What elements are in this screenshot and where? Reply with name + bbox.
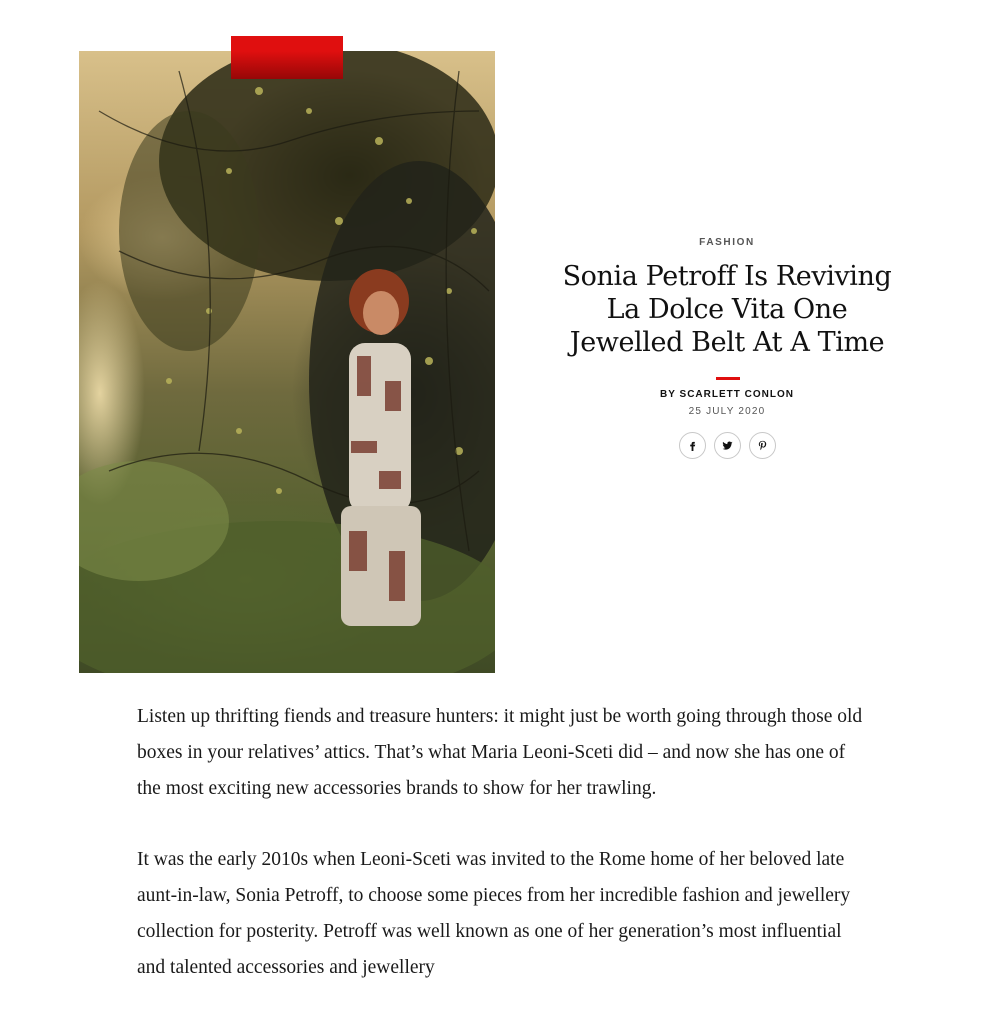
category-label[interactable]: FASHION [699, 237, 755, 248]
pinterest-icon [757, 440, 768, 451]
red-tab-shade [231, 51, 343, 79]
facebook-icon [687, 440, 698, 451]
section-red-tab [231, 36, 343, 79]
share-pinterest-button[interactable] [749, 432, 776, 459]
share-twitter-button[interactable] [714, 432, 741, 459]
hero-image [79, 51, 495, 673]
share-facebook-button[interactable] [679, 432, 706, 459]
hero-photo-foliage [79, 51, 495, 673]
article-title: Sonia Petroff Is Reviving La Dolce Vita One Jewelled Belt At A Time [562, 261, 892, 358]
share-buttons [556, 432, 898, 459]
body-paragraph: It was the early 2010s when Leoni-Sceti was invited to the Rome home of her beloved late aunt-in-law, Sonia Petroff, to choose some pieces from her incredible fashion and jewellery collection for posterity. Petroff was well known as one of her generation’s most influential and talented accessories and jewellery [137, 849, 851, 978]
title-divider [716, 377, 740, 380]
author-byline[interactable]: BY SCARLETT CONLON [660, 389, 794, 400]
publish-date: 25 JULY 2020 [688, 406, 766, 417]
twitter-icon [722, 440, 733, 451]
body-paragraph: Listen up thrifting fiends and treasure hunters: it might just be worth going through those old boxes in your relatives’ attics. That’s what Maria Leoni-Sceti did – and now she has one of the most exciting new accessories brands to show for her trawling. [137, 706, 863, 799]
article-body [137, 699, 867, 1021]
